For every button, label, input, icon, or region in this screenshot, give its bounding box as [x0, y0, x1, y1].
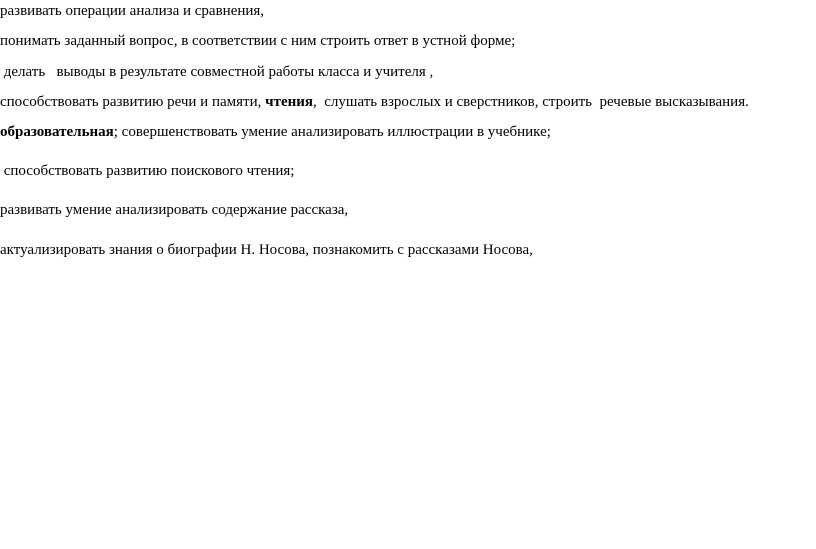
text-line-7: развивать умение анализировать содержание рассказа,: [0, 202, 349, 218]
text-line-3: делать выводы в результате совместной работы класса и учителя ,: [0, 64, 434, 80]
text-line-2: понимать заданный вопрос, в соответствии с ним строить ответ в устной форме;: [0, 33, 516, 49]
text-line-4-part-1: способствовать развитию речи и памяти,: [0, 94, 266, 110]
bold-word-reading: чтения: [265, 94, 314, 110]
text-line-4: [0, 93, 749, 111]
text-line-1: развивать операции анализа и сравнения,: [0, 3, 265, 19]
text-line-6: способствовать развитию поискового чтения;: [0, 163, 295, 179]
bold-word-educational: образовательная: [0, 124, 114, 140]
text-line-8: актуализировать знания о биографии Н. Носова, познакомить с рассказами Носова,: [0, 242, 533, 258]
text-line-5: [0, 123, 551, 141]
text-line-5-part-2: ; совершенствовать умение анализировать иллюстрации в учебнике;: [113, 124, 551, 140]
text-line-4-part-2: , слушать взрослых и сверстников, строить речевые высказывания.: [313, 94, 749, 110]
